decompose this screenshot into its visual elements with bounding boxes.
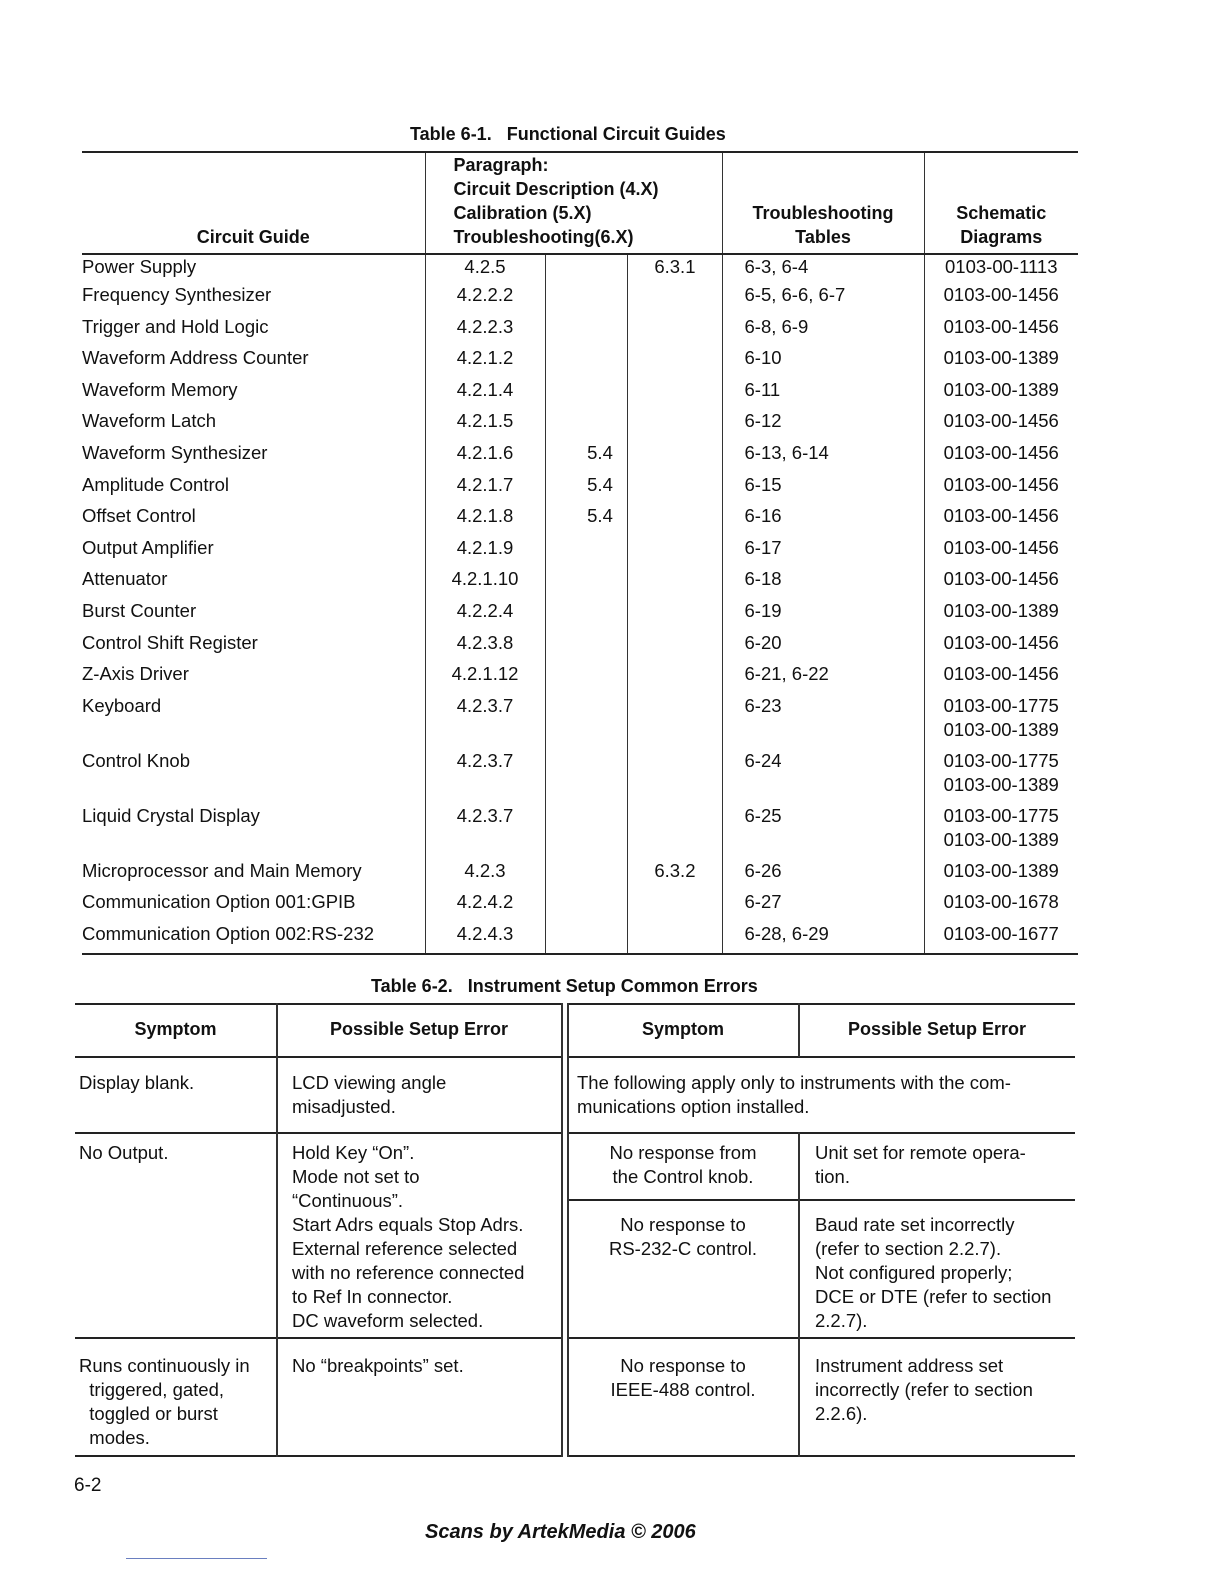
troubleshooting-tables-cell: 6-5, 6-6, 6-7 (722, 283, 924, 315)
troubleshooting-tables-cell: 6-24 (722, 749, 924, 804)
rule (75, 1337, 562, 1339)
circuit-guide-cell: Power Supply (82, 256, 197, 277)
troubleshooting-tables-cell: 6-20 (722, 631, 924, 663)
rule (568, 1132, 1075, 1134)
troubleshooting-tables-cell: 6-10 (722, 346, 924, 378)
troubleshooting-tables-cell: 6-15 (722, 473, 924, 505)
circuit-guide-cell: Offset Control (82, 505, 196, 527)
table1-caption: Table 6-1. Functional Circuit Guides (410, 124, 726, 144)
troubleshooting-tables-cell: 6-23 (722, 694, 924, 749)
circuit-guide-cell: Trigger and Hold Logic (82, 315, 269, 337)
header-error-left: Possible Setup Error (329, 1019, 509, 1039)
schematic-diagrams-cell: 0103-00-1456 (924, 441, 1078, 473)
circuit-description-cell: 4.2.3.7 (425, 804, 545, 859)
schematic-diagrams-cell: 0103-00-1456 (924, 536, 1078, 568)
circuit-description-cell: 4.2.1.6 (425, 441, 545, 473)
troubleshooting-tables-cell: 6-11 (722, 378, 924, 410)
schematic-diagrams-cell: 0103-00-1456 (924, 473, 1078, 505)
rule (568, 1003, 1075, 1005)
circuit-guide-cell: Burst Counter (82, 599, 197, 621)
symptom-cell: No response to RS-232-C control. (608, 1214, 758, 1259)
circuit-guide-cell: Communication Option 001:GPIB (82, 891, 356, 913)
circuit-guide-cell: Liquid Crystal Display (82, 804, 260, 826)
circuit-guide-cell: Microprocessor and Main Memory (82, 859, 362, 881)
circuit-guide-cell: Amplitude Control (82, 473, 230, 495)
circuit-description-cell: 4.2.4.3 (425, 922, 545, 954)
schematic-diagrams-cell: 0103-00-1389 (924, 599, 1078, 631)
schematic-diagrams-cell: 0103-00-1677 (924, 922, 1078, 954)
circuit-description-cell: 4.2.5 (425, 254, 545, 283)
schematic-diagrams-cell: 0103-00-1775 0103-00-1389 (924, 804, 1078, 859)
schematic-diagrams-cell: 0103-00-1678 (924, 890, 1078, 922)
rule (75, 1455, 562, 1457)
troubleshooting-tables-cell: 6-13, 6-14 (722, 441, 924, 473)
circuit-description-cell: 4.2.1.10 (425, 567, 545, 599)
circuit-guide-cell: Control Shift Register (82, 631, 258, 653)
rule (75, 1132, 562, 1134)
schematic-diagrams-cell: 0103-00-1456 (924, 504, 1078, 536)
troubleshooting-tables-cell: 6-26 (722, 859, 924, 891)
circuit-description-cell: 4.2.1.12 (425, 662, 545, 694)
troubleshooting-paragraph-cell: 6.3.1 (627, 254, 722, 283)
symptom-cell: No Output. (79, 1142, 169, 1163)
schematic-diagrams-cell: 0103-00-1775 0103-00-1389 (924, 694, 1078, 749)
rule (276, 1003, 278, 1457)
error-cell: Instrument address set incorrectly (refer to section 2.2.6). (815, 1355, 1033, 1424)
rule (75, 1056, 562, 1058)
schematic-diagrams-cell: 0103-00-1775 0103-00-1389 (924, 749, 1078, 804)
calibration-cell: 5.4 (545, 473, 627, 505)
troubleshooting-tables-cell: 6-12 (722, 409, 924, 441)
circuit-description-cell: 4.2.3 (425, 859, 545, 891)
circuit-description-cell: 4.2.1.4 (425, 378, 545, 410)
schematic-diagrams-cell: 0103-00-1456 (924, 662, 1078, 694)
page-number: 6-2 (74, 1475, 102, 1496)
circuit-description-cell: 4.2.2.4 (425, 599, 545, 631)
error-cell: LCD viewing angle misadjusted. (292, 1072, 447, 1117)
schematic-diagrams-cell: 0103-00-1113 (924, 254, 1078, 283)
circuit-description-cell: 4.2.4.2 (425, 890, 545, 922)
troubleshooting-tables-cell: 6-3, 6-4 (722, 254, 924, 283)
circuit-description-cell: 4.2.3.7 (425, 749, 545, 804)
symptom-cell: No response to IEEE-488 control. (610, 1355, 756, 1400)
circuit-guide-cell: Keyboard (82, 694, 162, 716)
circuit-description-cell: 4.2.1.7 (425, 473, 545, 505)
scan-credit: Scans by ArtekMedia © 2006 (425, 1521, 696, 1543)
schematic-diagrams-cell: 0103-00-1456 (924, 631, 1078, 663)
troubleshooting-tables-cell: 6-21, 6-22 (722, 662, 924, 694)
troubleshooting-tables-cell: 6-19 (722, 599, 924, 631)
circuit-guide-cell: Z-Axis Driver (82, 663, 189, 685)
table2-caption: Table 6-2. Instrument Setup Common Errors (371, 976, 758, 996)
circuit-description-cell: 4.2.1.2 (425, 346, 545, 378)
circuit-guide-cell: Waveform Address Counter (82, 347, 309, 369)
rule (75, 1003, 562, 1005)
circuit-description-cell: 4.2.3.7 (425, 694, 545, 749)
circuit-guide-cell: Output Amplifier (82, 536, 214, 558)
rule (568, 1199, 1075, 1201)
troubleshooting-tables-cell: 6-16 (722, 504, 924, 536)
circuit-guide-cell: Waveform Memory (82, 378, 238, 400)
symptom-cell: Display blank. (79, 1072, 195, 1093)
rule (561, 1003, 563, 1457)
symptom-cell: No response from the Control knob. (609, 1142, 757, 1187)
circuit-guide-cell: Control Knob (82, 749, 190, 771)
header-schematic-diagrams: Schematic Diagrams (924, 152, 1078, 254)
error-cell: No “breakpoints” set. (292, 1355, 464, 1376)
troubleshooting-paragraph-cell: 6.3.2 (627, 859, 722, 891)
calibration-cell: 5.4 (545, 441, 627, 473)
circuit-description-cell: 4.2.1.8 (425, 504, 545, 536)
communications-note: The following apply only to instruments with the com- munications option installed. (577, 1072, 1011, 1117)
header-symptom-left: Symptom (134, 1019, 217, 1039)
schematic-diagrams-cell: 0103-00-1389 (924, 859, 1078, 891)
rule (568, 1455, 1075, 1457)
schematic-diagrams-cell: 0103-00-1456 (924, 567, 1078, 599)
circuit-description-cell: 4.2.3.8 (425, 631, 545, 663)
circuit-guide-cell: Attenuator (82, 568, 168, 590)
schematic-diagrams-cell: 0103-00-1389 (924, 346, 1078, 378)
header-error-right: Possible Setup Error (847, 1019, 1027, 1039)
rule (568, 1337, 1075, 1339)
circuit-guide-cell: Communication Option 002:RS-232 (82, 922, 425, 954)
header-symptom-right: Symptom (641, 1019, 724, 1039)
divider (126, 1558, 267, 1559)
header-paragraph: Paragraph: Circuit Description (4.X) Calibration (5.X) Troubleshooting(6.X) (425, 152, 722, 254)
rule (568, 1056, 1075, 1058)
circuit-description-cell: 4.2.1.5 (425, 409, 545, 441)
circuit-guide-cell: Waveform Latch (82, 410, 216, 432)
circuit-guide-cell: Frequency Synthesizer (82, 284, 272, 305)
error-cell: Baud rate set incorrectly (refer to section 2.2.7). Not configured properly; DCE or DTE (refer to section 2.2.7). (815, 1214, 1052, 1331)
troubleshooting-tables-cell: 6-18 (722, 567, 924, 599)
troubleshooting-tables-cell: 6-27 (722, 890, 924, 922)
schematic-diagrams-cell: 0103-00-1389 (924, 378, 1078, 410)
symptom-cell: Runs continuously in triggered, gated, toggled or burst modes. (79, 1355, 250, 1448)
circuit-description-cell: 4.2.2.2 (425, 283, 545, 315)
troubleshooting-tables-cell: 6-28, 6-29 (722, 922, 924, 954)
header-circuit-guide: Circuit Guide (82, 152, 425, 254)
troubleshooting-tables-cell: 6-25 (722, 804, 924, 859)
circuit-description-cell: 4.2.2.3 (425, 315, 545, 347)
circuit-description-cell: 4.2.1.9 (425, 536, 545, 568)
schematic-diagrams-cell: 0103-00-1456 (924, 283, 1078, 315)
circuit-guide-cell: Waveform Synthesizer (82, 441, 268, 463)
header-troubleshooting-tables: Troubleshooting Tables (722, 152, 924, 254)
error-cell: Hold Key “On”. Mode not set to “Continuous”. Start Adrs equals Stop Adrs. External reference selected with no reference connected to Ref In connector. DC waveform selected. (292, 1142, 525, 1331)
troubleshooting-tables-cell: 6-17 (722, 536, 924, 568)
troubleshooting-tables-cell: 6-8, 6-9 (722, 315, 924, 347)
error-cell: Unit set for remote opera- tion. (815, 1142, 1026, 1187)
rule (798, 1132, 800, 1457)
calibration-cell: 5.4 (545, 504, 627, 536)
schematic-diagrams-cell: 0103-00-1456 (924, 409, 1078, 441)
schematic-diagrams-cell: 0103-00-1456 (924, 315, 1078, 347)
